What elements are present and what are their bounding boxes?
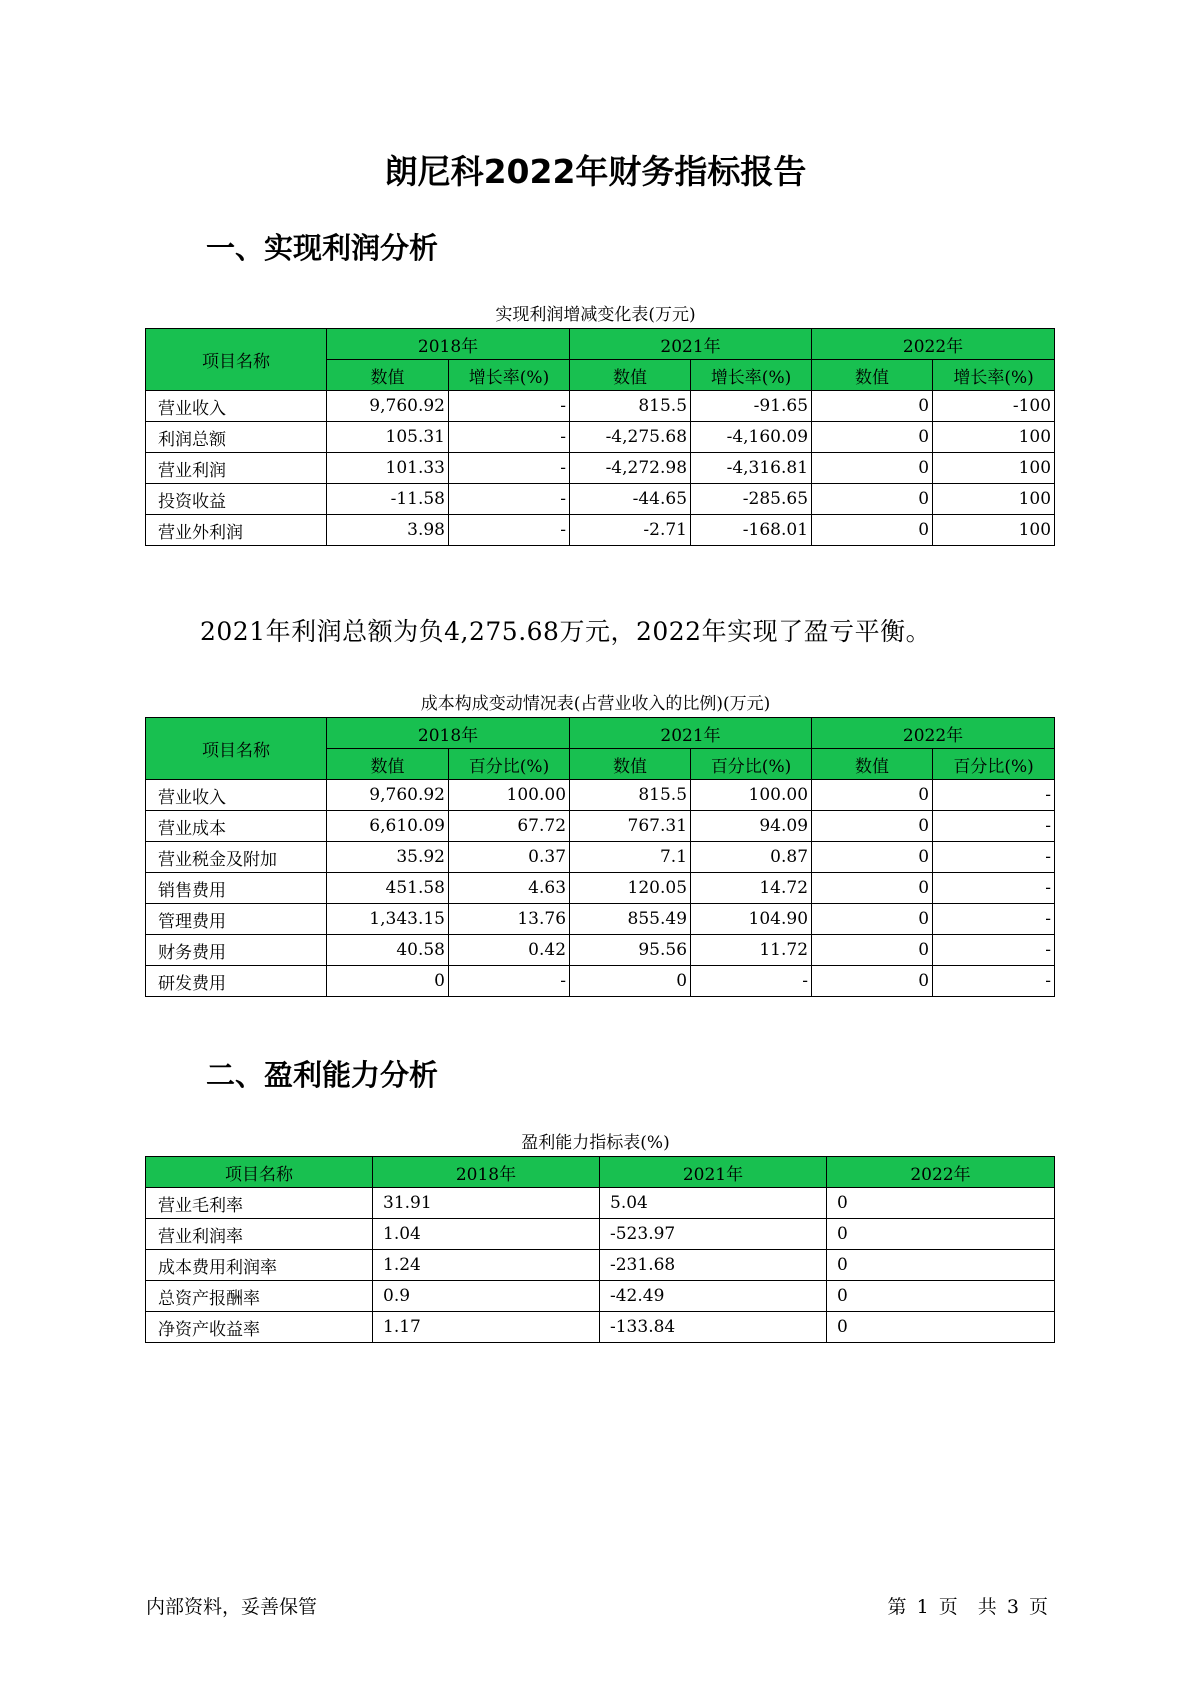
table-cell: -2.71 xyxy=(570,515,691,546)
growth-header: 增长率(%) xyxy=(449,360,570,391)
table-row xyxy=(146,1312,1055,1343)
year-header: 2022年 xyxy=(827,1157,1055,1188)
table-cell: - xyxy=(449,391,570,422)
page-num: 1 xyxy=(916,1596,929,1618)
table-cell: -133.84 xyxy=(600,1312,827,1343)
table-cell: -100 xyxy=(933,391,1055,422)
table-cell: 100 xyxy=(933,453,1055,484)
item-name-header: 项目名称 xyxy=(146,329,327,391)
table-cell: 767.31 xyxy=(570,811,691,842)
section-heading-profit: 一、实现利润分析 xyxy=(206,231,439,265)
table-cell: 0 xyxy=(812,842,933,873)
table-cell: 1.24 xyxy=(373,1250,600,1281)
table-cell: 1,343.15 xyxy=(327,904,449,935)
table-row xyxy=(146,935,1055,966)
table-cell: 0 xyxy=(812,453,933,484)
table-cell: - xyxy=(449,453,570,484)
table-cell: 100.00 xyxy=(449,780,570,811)
profitability-table xyxy=(145,1156,1055,1343)
table-body xyxy=(146,780,1055,997)
profit-change-table xyxy=(145,328,1055,546)
table-cell: 0 xyxy=(812,873,933,904)
table-cell: 105.31 xyxy=(327,422,449,453)
value-header: 数值 xyxy=(570,749,691,780)
row-label: 营业利润 xyxy=(146,453,327,484)
row-label: 营业外利润 xyxy=(146,515,327,546)
item-name-header: 项目名称 xyxy=(146,1157,373,1188)
table-cell: 0 xyxy=(812,904,933,935)
table-row xyxy=(146,1250,1055,1281)
year-header: 2021年 xyxy=(570,718,812,749)
table-cell: 9,760.92 xyxy=(327,780,449,811)
table-body xyxy=(146,391,1055,546)
row-label: 管理费用 xyxy=(146,904,327,935)
row-label: 研发费用 xyxy=(146,966,327,997)
table-cell: -4,272.98 xyxy=(570,453,691,484)
table-cell: 0 xyxy=(827,1188,1055,1219)
table-cell: 0 xyxy=(812,484,933,515)
table-row xyxy=(146,811,1055,842)
page-title: 朗尼科2022年财务指标报告 xyxy=(384,152,807,191)
table-cell: - xyxy=(933,873,1055,904)
table-cell: 0 xyxy=(812,966,933,997)
table-cell: -91.65 xyxy=(691,391,812,422)
section-heading-profitability: 二、盈利能力分析 xyxy=(206,1058,439,1092)
table-cell: - xyxy=(933,904,1055,935)
table-cell: 0 xyxy=(570,966,691,997)
table-cell: 0 xyxy=(812,422,933,453)
table-cell: - xyxy=(449,966,570,997)
table-row xyxy=(146,515,1055,546)
table-cell: -42.49 xyxy=(600,1281,827,1312)
table-cell: -4,275.68 xyxy=(570,422,691,453)
table-cell: 0 xyxy=(827,1312,1055,1343)
value-header: 数值 xyxy=(812,749,933,780)
table-cell: 815.5 xyxy=(570,780,691,811)
table3-caption: 盈利能力指标表(%) xyxy=(521,1133,670,1153)
table-cell: -523.97 xyxy=(600,1219,827,1250)
table-cell: 104.90 xyxy=(691,904,812,935)
percent-header: 百分比(%) xyxy=(449,749,570,780)
footer-confidential: 内部资料，妥善保管 xyxy=(146,1596,318,1618)
table-cell: 0 xyxy=(812,935,933,966)
table-cell: 40.58 xyxy=(327,935,449,966)
table-cell: 94.09 xyxy=(691,811,812,842)
table2-caption: 成本构成变动情况表(占营业收入的比例)(万元) xyxy=(420,694,771,714)
table-cell: 0 xyxy=(827,1219,1055,1250)
table-cell: 0.87 xyxy=(691,842,812,873)
table-cell: 815.5 xyxy=(570,391,691,422)
growth-header: 增长率(%) xyxy=(691,360,812,391)
table-cell: - xyxy=(691,966,812,997)
row-label: 总资产报酬率 xyxy=(146,1281,373,1312)
year-header: 2018年 xyxy=(327,329,570,360)
table-cell: 100.00 xyxy=(691,780,812,811)
table-cell: - xyxy=(933,811,1055,842)
table-cell: 100 xyxy=(933,422,1055,453)
table-cell: - xyxy=(449,515,570,546)
row-label: 净资产收益率 xyxy=(146,1312,373,1343)
value-header: 数值 xyxy=(327,749,449,780)
row-label: 营业收入 xyxy=(146,391,327,422)
table-row xyxy=(146,391,1055,422)
table-cell: 451.58 xyxy=(327,873,449,904)
table-cell: - xyxy=(449,484,570,515)
growth-header: 增长率(%) xyxy=(933,360,1055,391)
row-label: 销售费用 xyxy=(146,873,327,904)
table-cell: 855.49 xyxy=(570,904,691,935)
table-cell: 67.72 xyxy=(449,811,570,842)
table-row xyxy=(146,842,1055,873)
row-label: 成本费用利润率 xyxy=(146,1250,373,1281)
year-header: 2018年 xyxy=(327,718,570,749)
table-cell: -44.65 xyxy=(570,484,691,515)
table-cell: 95.56 xyxy=(570,935,691,966)
row-label: 利润总额 xyxy=(146,422,327,453)
value-header: 数值 xyxy=(812,360,933,391)
footer-page-number xyxy=(884,1592,1048,1619)
table-row xyxy=(146,873,1055,904)
table1-caption: 实现利润增减变化表(万元) xyxy=(495,305,696,325)
total-prefix: 共 xyxy=(977,1596,997,1618)
table-cell: - xyxy=(933,966,1055,997)
table-cell: 13.76 xyxy=(449,904,570,935)
page-unit: 页 xyxy=(938,1596,958,1618)
table-cell: 35.92 xyxy=(327,842,449,873)
table-cell: 3.98 xyxy=(327,515,449,546)
table-row xyxy=(146,1219,1055,1250)
table-cell: - xyxy=(933,842,1055,873)
table-cell: 0 xyxy=(827,1281,1055,1312)
item-name-header: 项目名称 xyxy=(146,718,327,780)
year-header: 2021年 xyxy=(570,329,812,360)
table-cell: 100 xyxy=(933,484,1055,515)
percent-header: 百分比(%) xyxy=(691,749,812,780)
row-label: 营业毛利率 xyxy=(146,1188,373,1219)
summary-paragraph: 2021年利润总额为负4,275.68万元，2022年实现了盈亏平衡。 xyxy=(200,617,932,646)
table-cell: 5.04 xyxy=(600,1188,827,1219)
table-cell: 0 xyxy=(812,515,933,546)
table-cell: 9,760.92 xyxy=(327,391,449,422)
year-header: 2021年 xyxy=(600,1157,827,1188)
table-row xyxy=(146,966,1055,997)
table-cell: 1.04 xyxy=(373,1219,600,1250)
row-label: 营业成本 xyxy=(146,811,327,842)
year-header: 2022年 xyxy=(812,329,1055,360)
year-header: 2022年 xyxy=(812,718,1055,749)
table-cell: 101.33 xyxy=(327,453,449,484)
table-cell: 31.91 xyxy=(373,1188,600,1219)
table-cell: 120.05 xyxy=(570,873,691,904)
total-unit: 页 xyxy=(1028,1596,1048,1618)
table-cell: - xyxy=(449,422,570,453)
table-cell: 0.42 xyxy=(449,935,570,966)
table-cell: 0 xyxy=(812,780,933,811)
value-header: 数值 xyxy=(570,360,691,391)
page-prefix: 第 xyxy=(887,1596,907,1618)
table-body xyxy=(146,1188,1055,1343)
table-cell: -285.65 xyxy=(691,484,812,515)
table-cell: 0 xyxy=(812,811,933,842)
table-cell: 0 xyxy=(812,391,933,422)
table-cell: 0.37 xyxy=(449,842,570,873)
table-cell: 100 xyxy=(933,515,1055,546)
table-row xyxy=(146,1188,1055,1219)
table-row xyxy=(146,453,1055,484)
table-cell: 11.72 xyxy=(691,935,812,966)
table-cell: -4,316.81 xyxy=(691,453,812,484)
table-cell: 1.17 xyxy=(373,1312,600,1343)
cost-structure-table xyxy=(145,717,1055,997)
row-label: 财务费用 xyxy=(146,935,327,966)
table-cell: - xyxy=(933,780,1055,811)
table-cell: 0.9 xyxy=(373,1281,600,1312)
percent-header: 百分比(%) xyxy=(933,749,1055,780)
table-row xyxy=(146,780,1055,811)
table-cell: -4,160.09 xyxy=(691,422,812,453)
row-label: 营业利润率 xyxy=(146,1219,373,1250)
table-row xyxy=(146,484,1055,515)
table-cell: -11.58 xyxy=(327,484,449,515)
table-cell: 6,610.09 xyxy=(327,811,449,842)
table-cell: 14.72 xyxy=(691,873,812,904)
row-label: 营业税金及附加 xyxy=(146,842,327,873)
year-header: 2018年 xyxy=(373,1157,600,1188)
table-cell: 4.63 xyxy=(449,873,570,904)
table-cell: 0 xyxy=(327,966,449,997)
row-label: 投资收益 xyxy=(146,484,327,515)
table-cell: 7.1 xyxy=(570,842,691,873)
table-cell: - xyxy=(933,935,1055,966)
table-cell: -231.68 xyxy=(600,1250,827,1281)
row-label: 营业收入 xyxy=(146,780,327,811)
table-row xyxy=(146,422,1055,453)
value-header: 数值 xyxy=(327,360,449,391)
table-row xyxy=(146,1281,1055,1312)
table-cell: -168.01 xyxy=(691,515,812,546)
table-cell: 0 xyxy=(827,1250,1055,1281)
total-num: 3 xyxy=(1006,1596,1019,1618)
table-row xyxy=(146,904,1055,935)
